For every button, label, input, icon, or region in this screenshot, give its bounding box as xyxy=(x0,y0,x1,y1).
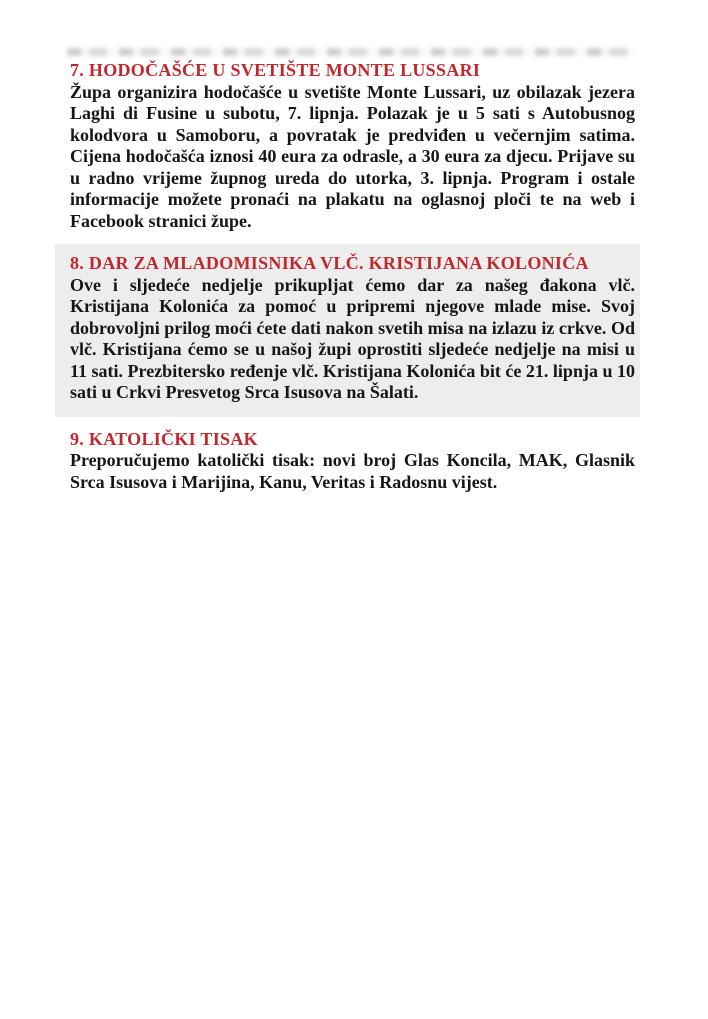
section-9-heading: 9. KATOLIČKI TISAK xyxy=(70,428,258,449)
cropped-previous-line-artifact xyxy=(67,48,633,56)
section-8-body: Ove i sljedeće nedjelje prikupljat ćemo dar za našeg đakona vlč. Kristijana Kolonića za pomoć u pripremi njegove mlade mise. Svoj dobrovoljni prilog moći ćete dati nakon svetih misa na izlazu iz crkve. Od vlč. Kristijana ćemo se u našoj župi oprostiti sljedeće nedjelje na misi u 11 sati. Prezbitersko ređenje vlč. Kristijana Kolonića bit će 21. lipnja u 10 sati u Crkvi Presvetog Srca Isusova na Šalati. xyxy=(70,274,635,402)
section-7-hodocasce-monte-lussari xyxy=(70,60,635,232)
section-8-heading: 8. DAR ZA MLADOMISNIKA VLČ. KRISTIJANA KOLONIĆA xyxy=(70,253,589,273)
section-8-dar-za-mladomisnika xyxy=(55,244,640,417)
section-9-katolicki-tisak xyxy=(70,429,635,494)
section-9-body: Preporučujemo katolički tisak: novi broj Glas Koncila, MAK, Glasnik Srca Isusova i Marijina, Kanu, Veritas i Radosnu vijest. xyxy=(70,450,635,492)
section-7-body: Župa organizira hodočašće u svetište Monte Lussari, uz obilazak jezera Laghi di Fusine u subotu, 7. lipnja. Polazak je u 5 sati s Autobusnog kolodvora u Samoboru, a povratak je predviđen u večernjim satima. Cijena hodočašća iznosi 40 eura za odrasle, a 30 eura za djecu. Prijave su u radno vrijeme župnog ureda do utorka, 3. lipnja. Program i ostale informacije možete pronaći na plakatu na oglasnoj ploči te na web i Facebook stranici župe. xyxy=(70,81,635,231)
section-7-heading: 7. HODOČAŠĆE U SVETIŠTE MONTE LUSSARI xyxy=(70,60,481,80)
